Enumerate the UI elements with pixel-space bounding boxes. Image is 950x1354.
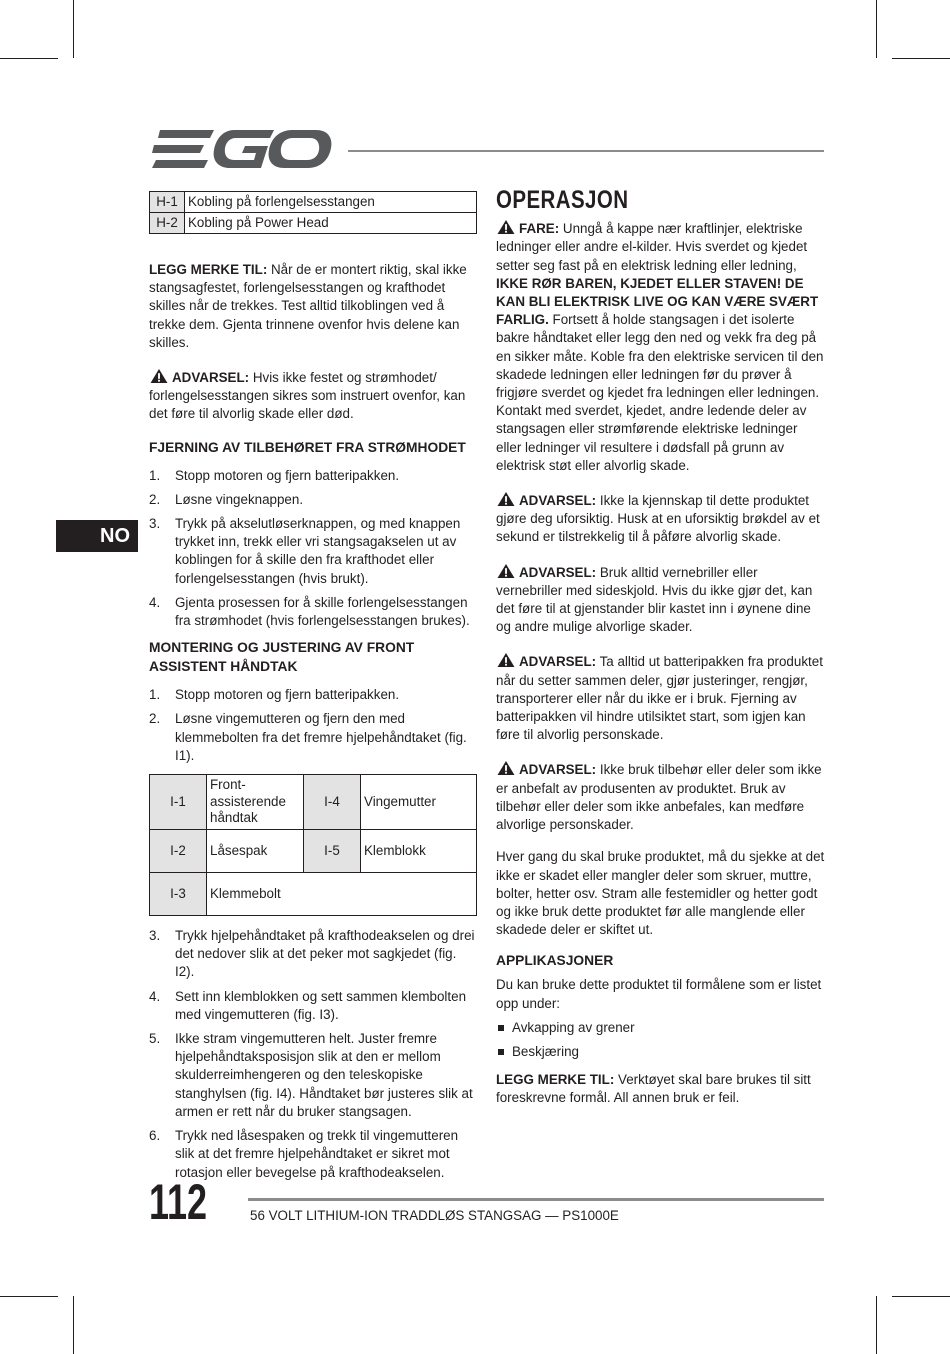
list-item xyxy=(149,515,477,588)
step-text: Sett inn klemblokken og sett sammen klembolten med vingemutteren (fig. I3). xyxy=(175,988,467,1022)
ego-logo xyxy=(150,128,332,172)
crop-mark xyxy=(73,1296,74,1354)
warning-label: ADVARSEL: xyxy=(519,654,597,670)
warning-label: ADVARSEL: xyxy=(172,370,250,386)
list-item xyxy=(496,1019,826,1037)
steps-list xyxy=(149,927,477,1182)
warning-text: Ikke bruk tilbehør eller deler som ikke er anbefalt av produsenten av produktet. Bruk av tilbehør eller deler som ikke anbefales, kan medføre alvorlige personskader. xyxy=(496,762,822,833)
left-column xyxy=(149,191,477,1182)
step-number: 1. xyxy=(149,467,161,483)
crop-mark xyxy=(0,58,58,59)
list-item xyxy=(149,686,477,704)
table-row xyxy=(150,830,477,873)
list-item xyxy=(149,927,477,982)
list-item xyxy=(149,988,477,1024)
warning-paragraph xyxy=(496,563,826,637)
note-paragraph xyxy=(149,261,477,352)
warning-paragraph xyxy=(149,368,477,424)
bullet-square-icon xyxy=(498,1049,504,1055)
note-paragraph xyxy=(496,1071,826,1107)
step-number: 2. xyxy=(149,491,161,507)
warning-label: ADVARSEL: xyxy=(519,564,597,580)
step-text: Trykk på akselutløserknappen, og med knappen trykket inn, trekk eller vri stangsagakselen ut av koblingen for å skille den fra krafthodet eller forlengelsesstangen (hvis brukt). xyxy=(175,516,461,586)
table-row xyxy=(150,775,477,830)
warning-text: Ta alltid ut batteripakken fra produktet når du setter sammen deler, gjør justeringer, rengjør, transporterer eller når du ikke er i bruk. Fjerning av batteripakken vil hindre utilsiktet start, som igjen kan føre til alvorlig personskade. xyxy=(496,654,823,743)
warning-triangle-icon xyxy=(496,652,516,668)
header-rule xyxy=(348,150,824,152)
list-item-text: Avkapping av grener xyxy=(512,1019,635,1035)
warning-text: Ikke la kjennskap til dette produktet gjøre deg uforsiktig. Husk at en uforsiktig brøkdel av et sekund er tilstrekkelig til å påføre alvorlig skade. xyxy=(496,493,820,545)
step-number: 3. xyxy=(149,928,161,944)
step-text: Løsne vingeknappen. xyxy=(175,491,304,507)
step-number: 2. xyxy=(149,711,161,727)
part-key: I-3 xyxy=(150,873,207,916)
warning-text: Hvis ikke festet og strømhodet/ forlengelsesstangen sikres som instruert ovenfor, kan det føre til alvorlig skade eller død. xyxy=(149,370,466,422)
step-number: 4. xyxy=(149,988,161,1004)
part-key: I-1 xyxy=(150,775,207,830)
footer-text: 56 VOLT LITHIUM-ION TRADDLØS STANGSAG — PS1000E xyxy=(250,1208,619,1223)
table-row xyxy=(150,192,477,213)
steps-list xyxy=(149,686,477,765)
page-number: 112 xyxy=(149,1174,208,1230)
part-label: Kobling på Power Head xyxy=(185,213,477,234)
step-number: 6. xyxy=(149,1128,161,1144)
page-title: OPERASJON xyxy=(496,186,629,214)
part-label: Klemmebolt xyxy=(207,873,477,916)
parts-table-h xyxy=(149,191,477,234)
warning-paragraph xyxy=(496,652,826,744)
list-item xyxy=(149,491,477,509)
step-text: Stopp motoren og fjern batteripakken. xyxy=(175,467,400,483)
danger-label: FARE: xyxy=(519,221,560,237)
note-text: Når de er montert riktig, skal ikke stangsagfestet, forlengelsesstangen og krafthodet skilles når de trekkes. Test alltid tilkoblingen ved å trekke dem. Gjenta trinnene ovenfor hvis delene kan skilles. xyxy=(149,262,467,350)
danger-triangle-icon xyxy=(496,219,516,235)
step-text: Trykk ned låsespaken og trekk til vingemutteren slik at det fremre hjelpehåndtaket er sikret mot rotasjon eller bevegelse på krafthodeakselen. xyxy=(175,1128,459,1180)
part-label: Front-assisterende håndtak xyxy=(207,775,304,830)
part-label: Låsespak xyxy=(207,830,304,873)
step-number: 1. xyxy=(149,687,161,703)
note-text: Verktøyet skal bare brukes til sitt foreskrevne formål. All annen bruk er feil. xyxy=(496,1072,811,1106)
steps-list xyxy=(149,467,477,631)
danger-paragraph xyxy=(496,219,826,475)
parts-table-i xyxy=(149,774,477,916)
part-label: Vingemutter xyxy=(361,775,477,830)
list-item xyxy=(149,467,477,485)
step-number: 5. xyxy=(149,1031,161,1047)
section-heading: FJERNING AV TILBEHØRET FRA STRØMHODET xyxy=(149,439,466,455)
danger-bold-text: IKKE RØR BAREN, KJEDET ELLER STAVEN! DE KAN BLI ELEKTRISK LIVE OG KAN VÆRE SVÆRT FARLIG. xyxy=(496,275,819,328)
warning-triangle-icon xyxy=(496,760,516,776)
crop-mark xyxy=(73,0,74,58)
list-item xyxy=(149,710,477,765)
step-text: Trykk hjelpehåndtaket på krafthodeakselen og drei det nedover slik at det peker mot sagkjedet (fig. I2). xyxy=(175,928,475,980)
crop-mark xyxy=(892,58,950,59)
section-heading: MONTERING OG JUSTERING AV FRONT ASSISTENT HÅNDTAK xyxy=(149,640,415,675)
part-key: H-1 xyxy=(150,192,185,213)
step-number: 3. xyxy=(149,516,161,532)
part-label: Klemblokk xyxy=(361,830,477,873)
part-label: Kobling på forlengelsesstangen xyxy=(185,192,477,213)
bullet-square-icon xyxy=(498,1025,504,1031)
warning-label: ADVARSEL: xyxy=(519,493,597,509)
note-label: LEGG MERKE TIL: xyxy=(149,262,268,277)
footer-rule xyxy=(248,1198,824,1201)
list-item-text: Beskjæring xyxy=(512,1043,579,1059)
warning-label: ADVARSEL: xyxy=(519,762,597,778)
applications-intro: Du kan bruke dette produktet til formålene som er listet opp under: xyxy=(496,977,822,1011)
warning-triangle-icon xyxy=(496,563,516,579)
crop-mark xyxy=(0,1296,58,1297)
crop-mark xyxy=(876,1296,877,1354)
part-key: I-5 xyxy=(304,830,361,873)
danger-text: Unngå å kappe nær kraftlinjer, elektriske ledninger eller andre el-kilder. Hvis sverdet og kjedet setter seg fast på en elektrisk ledning eller ledning, xyxy=(496,221,808,273)
step-text: Ikke stram vingemutteren helt. Juster fremre hjelpehåndtaksposisjon slik at den er mellom skulderreimhengeren og den teleskopiske stanghylsen (fig. I4). Håndtaket bør justeres slik at armen er rett når du bruker stangsagen. xyxy=(175,1031,473,1119)
note-label: LEGG MERKE TIL: xyxy=(496,1072,615,1088)
language-tab: NO xyxy=(56,520,138,552)
right-column xyxy=(496,186,826,1108)
warning-text: Bruk alltid vernebriller eller vernebriller med sideskjold. Hvis du ikke gjør det, kan det føre til at gjenstander blir kastet inn i øynene dine og andre mulige alvorlige skader. xyxy=(496,564,813,635)
section-heading: APPLIKASJONER xyxy=(496,953,614,969)
step-number: 4. xyxy=(149,594,161,610)
warning-triangle-icon xyxy=(496,491,516,507)
crop-mark xyxy=(876,0,877,58)
body-paragraph: Hver gang du skal bruke produktet, må du sjekke at det ikke er skadet eller mangler deler som skruer, muttre, bolter, hetter osv. Stram alle festemidler og hetter godt og ikke bruk dette produktet før alle manglende eller skadede deler er skiftet ut. xyxy=(496,849,825,938)
danger-text: Fortsett å holde stangsagen i det isolerte bakre håndtaket eller legg den ned og vekk fra deg på en sikker måte. Koble fra den elektriske servicen til den skadede ledningen eller ledningen før du prøver å frigjøre sverdet og kjedet fra ledningen eller ledningen. Kontakt med sverdet, kjedet, andre ledende deler av stangsagen eller strømførende elektriske ledninger eller ledninger vil resultere i dødsfall på grunn av elektrisk støt eller alvorlig skade. xyxy=(496,312,824,473)
applications-list xyxy=(496,1019,826,1061)
part-key: I-2 xyxy=(150,830,207,873)
part-key: I-4 xyxy=(304,775,361,830)
warning-paragraph xyxy=(496,760,826,834)
step-text: Stopp motoren og fjern batteripakken. xyxy=(175,687,400,703)
part-key: H-2 xyxy=(150,213,185,234)
table-row xyxy=(150,213,477,234)
list-item xyxy=(149,594,477,630)
table-row xyxy=(150,873,477,916)
step-text: Løsne vingemutteren og fjern den med klemmebolten fra det fremre hjelpehåndtaket (fig. I1). xyxy=(175,711,467,763)
step-text: Gjenta prosessen for å skille forlengelsesstangen fra strømhodet (hvis forlengelsesstangen brukes). xyxy=(175,594,470,629)
list-item xyxy=(496,1043,826,1061)
warning-paragraph xyxy=(496,491,826,547)
warning-triangle-icon xyxy=(149,368,169,384)
list-item xyxy=(149,1030,477,1121)
crop-mark xyxy=(892,1296,950,1297)
